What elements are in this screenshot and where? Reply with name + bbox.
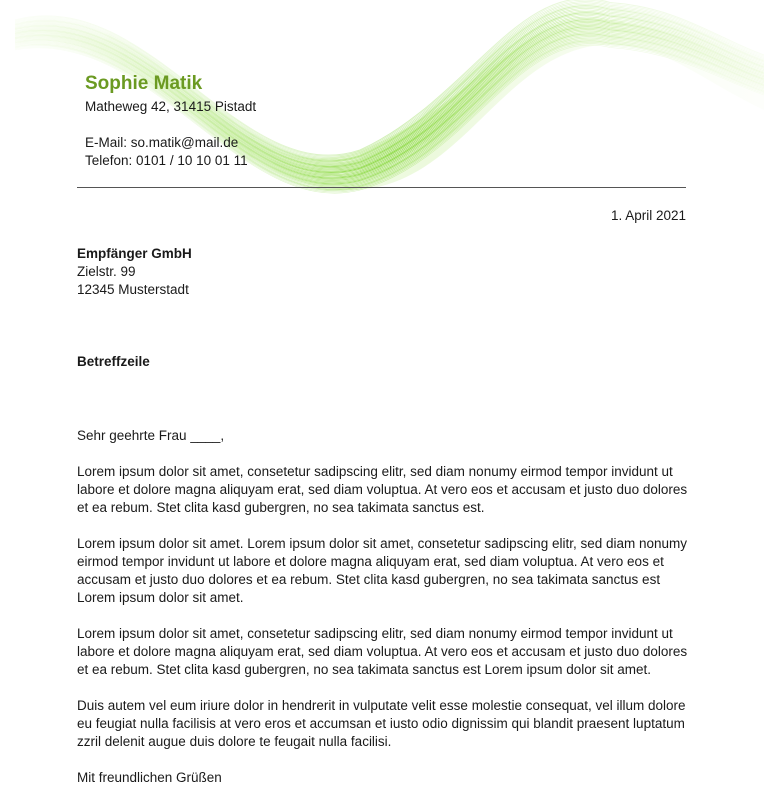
- recipient-city: 12345 Musterstadt: [77, 282, 189, 297]
- body-paragraph-1: Lorem ipsum dolor sit amet, consetetur sadipscing elitr, sed diam nonumy eirmod tempor invidunt ut labore et dolore magna aliquyam erat, sed diam voluptua. At vero eos et accusam et justo duo dolores et ea rebum. Stet clita kasd gubergren, no sea takimata sanctus est.: [77, 464, 688, 515]
- body-paragraph-4: Duis autem vel eum iriure dolor in hendrerit in vulputate velit esse molestie consequat, vel illum dolore eu feugiat nulla facilisis at vero eros et accumsan et iusto odio dignissim qui blandit praesent luptatum zzril delenit augue duis dolore te feugait nulla facilisi.: [77, 698, 686, 749]
- recipient-company: Empfänger GmbH: [77, 246, 192, 261]
- recipient-street: Zielstr. 99: [77, 264, 136, 279]
- sender-phone: Telefon: 0101 / 10 10 01 11: [85, 153, 248, 168]
- header-divider: [77, 187, 686, 188]
- letter-body: [77, 427, 689, 805]
- salutation: Sehr geehrte Frau ____,: [77, 428, 225, 443]
- sender-name: Sophie Matik: [85, 73, 203, 94]
- body-paragraph-3: Lorem ipsum dolor sit amet, consetetur sadipscing elitr, sed diam nonumy eirmod tempor invidunt ut labore et dolore magna aliquyam erat, sed diam voluptua. At vero eos et accusam et justo duo dolores et ea rebum. Stet clita kasd gubergren, no sea takimata sanctus est Lorem ipsum dolor sit amet.: [77, 626, 688, 677]
- sender-block: [85, 72, 256, 170]
- sender-email: E-Mail: so.matik@mail.de: [85, 135, 239, 150]
- body-paragraph-2: Lorem ipsum dolor sit amet. Lorem ipsum dolor sit amet, consetetur sadipscing elitr, sed diam nonumy eirmod tempor invidunt ut labore et dolore magna aliquyam erat, sed diam voluptua. At vero eos et accusam et justo duo dolores et ea rebum. Stet clita kasd gubergren, no sea takimata sanctus est Lorem ipsum dolor sit amet.: [77, 536, 688, 605]
- closing: Mit freundlichen Grüßen: [77, 770, 222, 785]
- recipient-block: [77, 245, 192, 299]
- subject-line: Betreffzeile: [77, 354, 150, 369]
- letter-date: 1. April 2021: [610, 208, 686, 223]
- sender-address: Matheweg 42, 31415 Pistadt: [85, 99, 257, 114]
